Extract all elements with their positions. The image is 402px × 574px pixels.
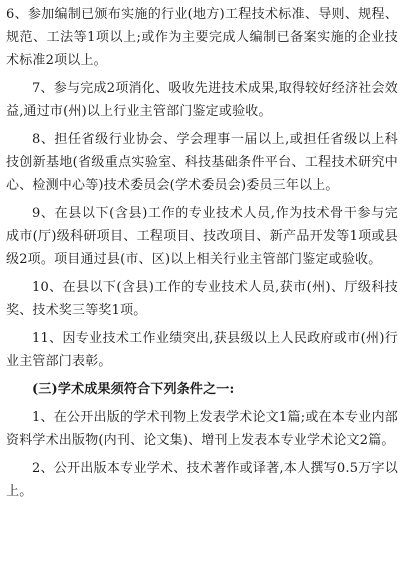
academic-item-2-paragraph: 2、公开出版本专业学术、技术著作或译著,本人撰写0.5万字以上。 bbox=[6, 461, 398, 499]
item-8-paragraph: 8、担任省级行业协会、学会理事一届以上,或担任省级以上科技创新基地(省级重点实验室、科技基础条件平台、工程技术研究中心、检测中心等)技术委员会(学术委员会)委员三年以上。 bbox=[6, 132, 398, 193]
item-9-paragraph: 9、在县以下(含县)工作的专业技术人员,作为技术骨干参与完成市(厅)级科研项目、工程项目、技改项目、新产品开发等1项或县级2项。项目通过县(市、区)以上相关行业主管部门鉴定或验收。 bbox=[6, 206, 398, 267]
item-11-paragraph: 11、因专业技术工作业绩突出,获县级以上人民政府或市(州)行业主管部门表彰。 bbox=[6, 331, 398, 369]
document-page bbox=[6, 0, 398, 503]
section-heading-academic-results: (三)学术成果须符合下列条件之一: bbox=[32, 382, 235, 397]
item-10-paragraph: 10、在县以下(含县)工作的专业技术人员,获市(州)、厅级科技奖、技术奖三等奖1项。 bbox=[6, 280, 398, 318]
item-7-paragraph: 7、参与完成2项消化、吸收先进技术成果,取得较好经济社会效益,通过市(州)以上行业主管部门鉴定或验收。 bbox=[6, 81, 398, 119]
item-6-paragraph: 6、参加编制已颁布实施的行业(地方)工程技术标准、导则、规程、规范、工法等1项以上;或作为主要完成人编制已备案实施的企业技术标准2项以上。 bbox=[6, 7, 398, 68]
academic-item-1-paragraph: 1、在公开出版的学术刊物上发表学术论文1篇;或在本专业内部资料学术出版物(内刊、论文集)、增刊上发表本专业学术论文2篇。 bbox=[6, 410, 398, 448]
